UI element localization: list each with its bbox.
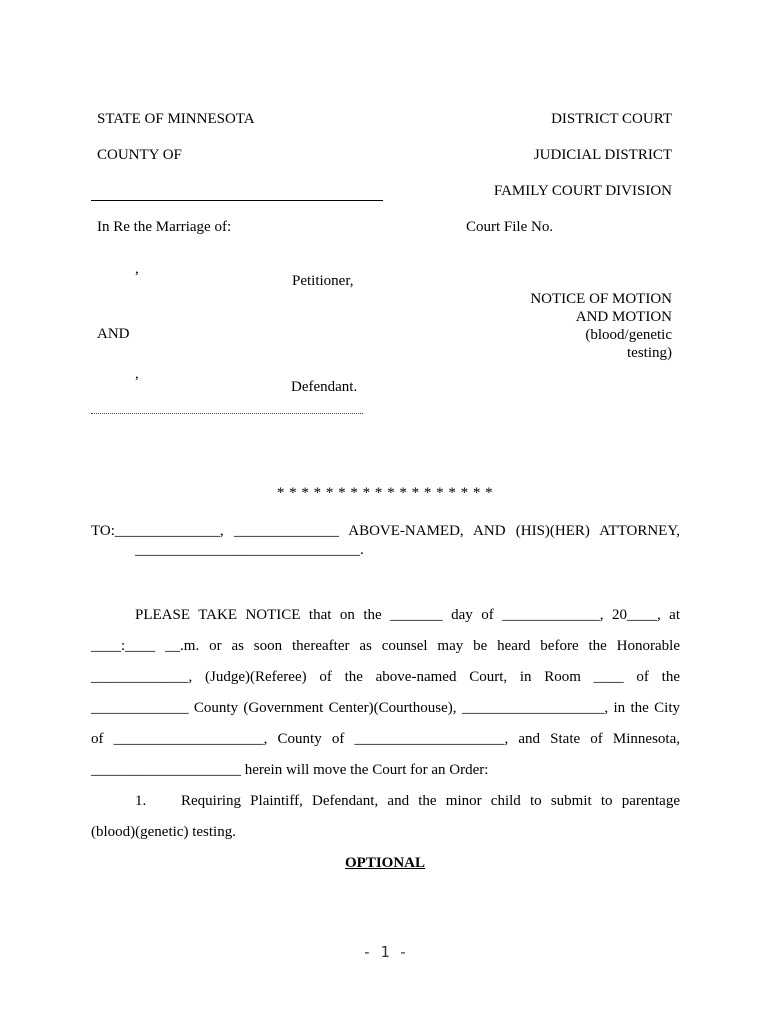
court-label: DISTRICT COURT	[551, 111, 672, 127]
notice-line-2: ____:____ __.m. or as soon thereafter as counsel may be heard before the Honorable	[91, 638, 680, 654]
document-title	[530, 290, 672, 362]
defendant-label: Defendant.	[291, 379, 358, 395]
optional-heading: OPTIONAL	[344, 855, 425, 871]
item-1-text-continuation: (blood)(genetic) testing.	[91, 824, 236, 840]
county-label: COUNTY OF	[97, 147, 182, 163]
title-line: (blood/genetic	[585, 327, 672, 343]
and-label: AND	[97, 326, 130, 342]
to-line: TO:______________, ______________ ABOVE-NAMED, AND (HIS)(HER) ATTORNEY,	[91, 523, 680, 539]
notice-line-5: of ____________________, County of ____________________, and State of Minnesota,	[91, 731, 680, 747]
district-label: JUDICIAL DISTRICT	[533, 147, 672, 163]
notice-line-3: _____________, (Judge)(Referee) of the above-named Court, in Room ____ of the	[91, 669, 680, 685]
defendant-name-comma: ,	[135, 366, 139, 382]
division-label: FAMILY COURT DIVISION	[493, 183, 672, 199]
page-number: - 1 -	[362, 943, 408, 961]
state-label: STATE OF MINNESOTA	[97, 111, 255, 127]
title-line: testing)	[627, 345, 672, 361]
title-line: AND MOTION	[575, 309, 672, 325]
in-re-label: In Re the Marriage of:	[97, 219, 232, 235]
notice-line-1: PLEASE TAKE NOTICE that on the _______ day of _____________, 20____, at	[135, 607, 680, 623]
petitioner-label: Petitioner,	[292, 273, 354, 289]
title-line: NOTICE OF MOTION	[530, 291, 672, 307]
item-1-text: Requiring Plaintiff, Defendant, and the minor child to submit to parentage	[181, 793, 680, 809]
court-file-label: Court File No.	[466, 219, 554, 235]
notice-line-4: _____________ County (Government Center)(Courthouse), ___________________, in the City	[91, 700, 680, 716]
caption-rule-top	[91, 200, 383, 201]
petitioner-name-comma: ,	[135, 261, 139, 277]
caption-rule-bottom	[91, 413, 363, 414]
notice-line-6: ____________________ herein will move the Court for an Order:	[91, 762, 489, 778]
item-number: 1.	[135, 793, 147, 809]
to-line-continuation: ______________________________.	[135, 542, 364, 558]
asterisk-separator: * * * * * * * * * * * * * * * * * *	[276, 485, 494, 501]
